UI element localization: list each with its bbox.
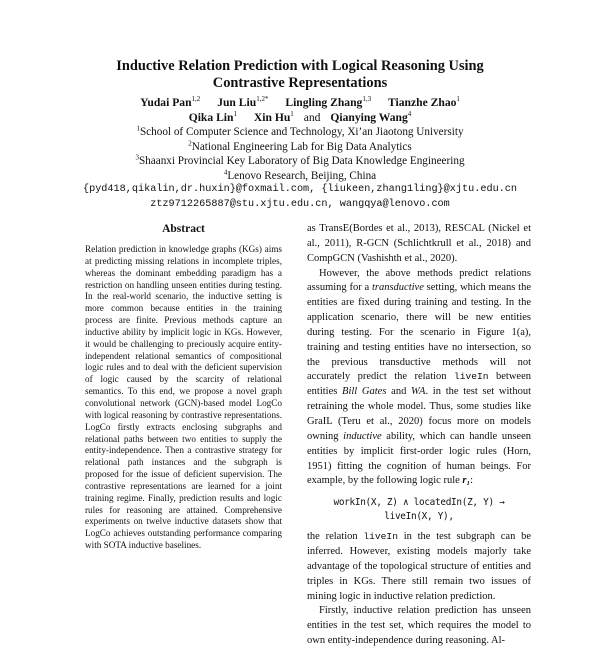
author: Lingling Zhang$^{1,3}$ [285,95,372,109]
logic-rule-equation: workIn(X, Z) ∧ locatedIn(Z, Y) → liveIn(X, Y), [333,497,505,523]
author: Tianzhe Zhao$^1$ [388,95,460,109]
abstract-text: Relation prediction in knowledge graphs (KGs) aims at predicting missing relations in incomplete triples, whereas the dominant embedding paradigm has a restriction on handling unseen entities during testing. In the real-world scenario, the inductive setting is more common because entities in the training process are finite. Previous methods capture an inductive ability by implicit logic in KGs. However, it would be challenging to preciously acquire entity-independent relational semantics of compositional logic rules and to deal with the deficient supervision of logic caused by the scarcity of relational semantics. To this end, we propose a novel graph convolutional network (GCN)-based model LogCo with logical reasoning by contrastive representations. LogCo firstly extracts enclosing subgraphs and relational paths between two entities to supply the entity-independence. Then a contrastive strategy for relational path instances and the subgraph is proposed for the issue of deficient supervision. The contrastive representations are learned for a joint training regime. Finally, prediction results and logic rules for reasoning are attained. Comprehensive experiments on twelve inductive datasets show that LogCo achieves outstanding performance comparing with SOTA inductive baselines. [85,244,282,551]
inline-code: liveIn [363,531,398,543]
paper-header [0,58,600,212]
author-list [0,95,600,125]
affiliation: $^1$School of Computer Science and Technology, Xi’an Jiaotong University [136,124,464,138]
left-column [85,222,282,552]
body-paragraph: Firstly, inductive relation prediction has unseen entities in the test set, which requires the model to own entity-independence during reasoning. Al- [307,605,531,647]
title-line-2: Contrastive Representations [212,75,388,91]
body-paragraph: the relation liveIn in the test subgraph can be inferred. However, existing models majorly take advantage of the topological structure of entities and triples in KGs. There still remain two issues of mining logic in inductive relation prediction. [307,531,531,602]
author-conjunction: and [303,111,321,124]
author-row-2 [0,110,600,125]
title-line-1: Inductive Relation Prediction with Logical Reasoning Using [116,58,484,74]
email-line: ztz9712265887@stu.xjtu.edu.cn, wangqya@lenovo.com [150,198,450,210]
affiliation: $^2$National Engineering Lab for Big Data Analytics [188,138,412,153]
inline-code: liveIn [454,371,489,383]
author: Xin Hu$^1$ [253,110,294,124]
emphasis: transductive [371,282,424,294]
body-paragraph: as TransE(Bordes et al., 2013), RESCAL (Nickel et al., 2011), R-GCN (Schlichtkrull et al., 2018) and CompGCN (Vashishth et al., 2020). [307,223,531,264]
abstract-heading: Abstract [162,223,205,235]
author: Jun Liu$^{1,2*}$ [217,95,269,109]
rule-symbol: r₁ [462,475,471,487]
body-paragraph: However, the above methods predict relations assuming for a transductive setting, which means the entities are fixed during training and testing. In the application scenario, there will be new entities during testing. For the scenario in Figure 1(a), training and testing entities have no intersection, so the previous transductive methods will not accurately predict the relation liveIn between entities Bill Gates and WA. in the test set without retraining the whole model. Thus, some studies like GraIL (Teru et al., 2020) focus more on models owning inductive ability, which can handle unseen entities by implicit first-order logic rules (Horn, 1951) fitting the cognition of human beings. For example, by the following logic rule r₁: [307,267,532,487]
author: Qika Lin$^1$ [188,110,237,124]
affiliation: $^3$Shaanxi Provincial Key Laboratory of Big Data Knowledge Engineering [135,153,465,167]
emphasis: Bill Gates [342,386,387,398]
paper-title [0,58,600,92]
author: Yudai Pan$^{1,2}$ [140,95,201,109]
email-line: {pyd418,qikalin,dr.huxin}@foxmail.com, {liukeen,zhang1ling}@xjtu.edu.cn [82,184,518,195]
author: Qianying Wang$^4$ [330,110,412,124]
emphasis: inductive [343,430,382,442]
emphasis: WA [411,386,426,398]
affiliation: $^4$Lenovo Research, Beijing, China [223,167,377,182]
right-column [307,222,531,649]
author-row-1 [0,95,600,110]
